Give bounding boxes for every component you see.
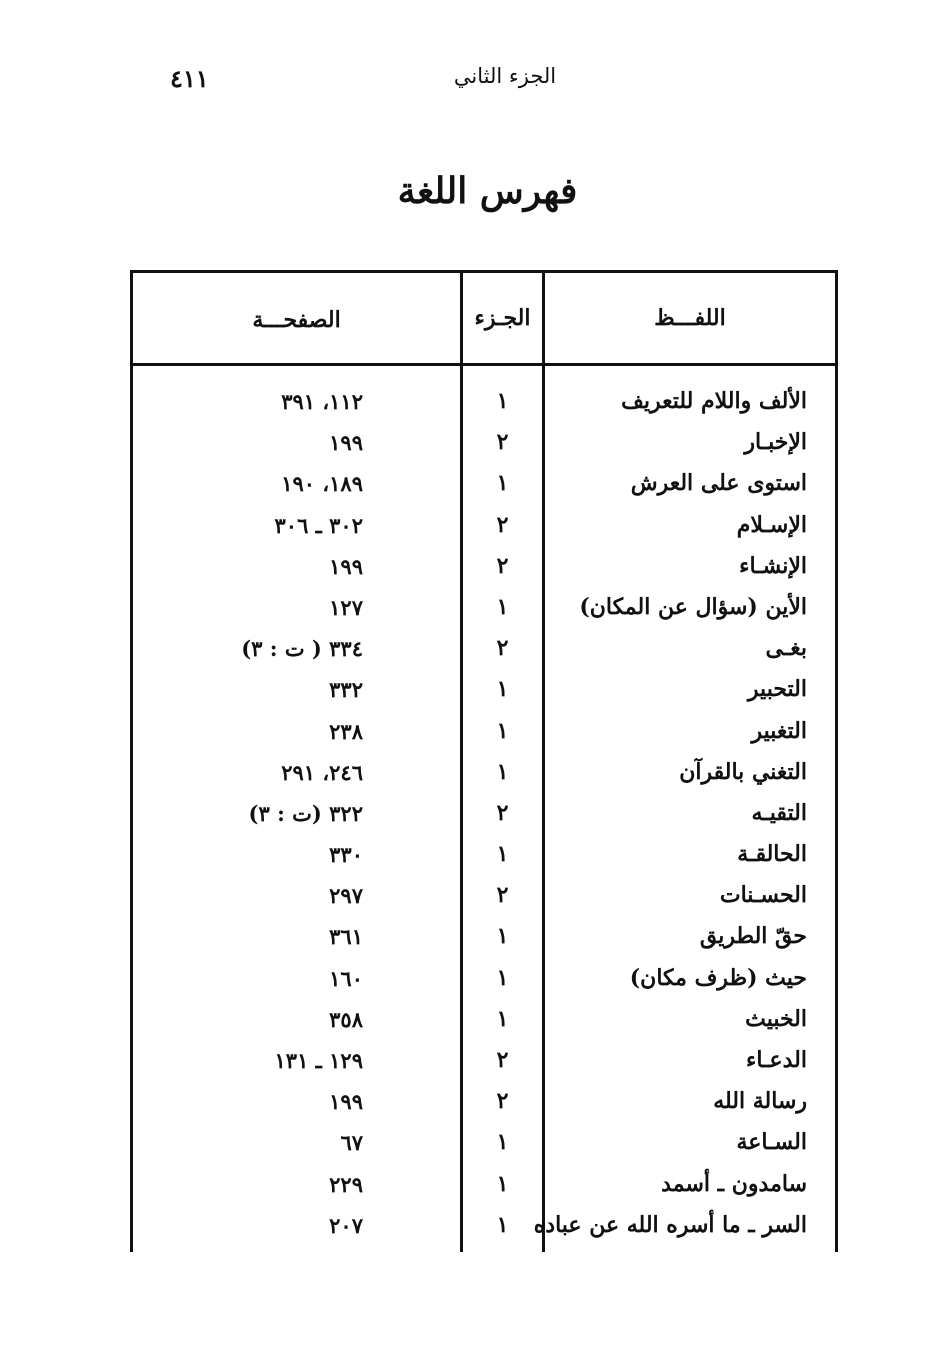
row-word: الإسـلام xyxy=(736,511,807,538)
row-volume: ١ xyxy=(496,964,509,991)
row-volume: ٢ xyxy=(496,552,509,579)
row-page: ١٢٧ xyxy=(329,594,363,620)
table-row xyxy=(133,752,835,793)
row-word: الخبيث xyxy=(745,1005,807,1032)
table-row xyxy=(133,916,835,957)
row-word: الإنشـاء xyxy=(739,552,807,579)
table-row xyxy=(133,1164,835,1205)
table-row xyxy=(133,1040,835,1081)
row-page: ٣٣٠ xyxy=(329,842,363,868)
row-word: الحسـنات xyxy=(719,882,807,909)
row-page: ٣٦١ xyxy=(329,924,363,950)
index-table xyxy=(130,270,838,1252)
row-word: حيث (ظرف مكان) xyxy=(629,964,807,991)
row-volume: ٢ xyxy=(496,799,509,826)
table-row xyxy=(133,1205,835,1246)
row-word: الإخبـار xyxy=(744,429,807,456)
row-volume: ١ xyxy=(496,1005,509,1032)
row-page: ١٩٩ xyxy=(329,430,363,456)
row-page: ٢٩٧ xyxy=(329,883,363,909)
row-page: ٦٧ xyxy=(340,1130,363,1156)
row-volume: ٢ xyxy=(496,429,509,456)
row-volume: ١ xyxy=(496,1170,509,1197)
row-volume: ٢ xyxy=(496,511,509,538)
table-row xyxy=(133,587,835,628)
row-page: ٣٢٢ (ت : ٣) xyxy=(248,800,363,826)
row-page: ٢٠٧ xyxy=(329,1212,363,1238)
row-volume: ١ xyxy=(496,1211,509,1238)
page-number: ٤١١ xyxy=(170,64,209,93)
row-word: السـاعة xyxy=(736,1129,807,1156)
row-word: سامدون ـ أسمد xyxy=(661,1170,807,1197)
row-volume: ١ xyxy=(496,717,509,744)
row-word: استوى على العرش xyxy=(630,470,807,497)
table-row xyxy=(133,669,835,710)
volume-label: الجزء الثاني xyxy=(453,64,557,88)
page-title: فهرس اللغة xyxy=(397,170,578,212)
row-word: التقيـه xyxy=(751,799,807,826)
row-volume: ٢ xyxy=(496,635,509,662)
row-page: ١٢٩ ـ ١٣١ xyxy=(274,1048,363,1073)
row-word: الألف واللام للتعريف xyxy=(621,388,807,414)
row-page: ٣٣٢ xyxy=(329,677,363,703)
row-word: التحبير xyxy=(747,676,807,703)
running-header xyxy=(0,62,942,96)
table-row xyxy=(133,546,835,587)
row-page: ٣٠٢ ـ ٣٠٦ xyxy=(274,512,363,538)
row-volume: ١ xyxy=(496,593,509,620)
column-header-word: اللفـــظ xyxy=(654,305,726,331)
table-row xyxy=(133,505,835,546)
header-divider xyxy=(133,363,835,366)
row-page: ١٩٩ xyxy=(329,1089,363,1115)
row-page: ١٨٩، ١٩٠ xyxy=(281,471,363,497)
table-row xyxy=(133,1081,835,1122)
column-header-volume: الجـزء xyxy=(474,305,531,331)
table-row xyxy=(133,711,835,752)
row-page: ٣٣٤ ( ت : ٣) xyxy=(241,636,363,662)
row-word: بغـى xyxy=(765,635,807,662)
row-word: الدعـاء xyxy=(746,1047,807,1073)
row-page: ٢٢٩ xyxy=(329,1171,363,1197)
row-word: السر ـ ما أسره الله عن عباده xyxy=(533,1211,807,1238)
row-volume: ١ xyxy=(496,388,509,414)
table-row xyxy=(133,999,835,1040)
row-page: ٣٥٨ xyxy=(329,1006,363,1032)
row-volume: ١ xyxy=(496,1129,509,1156)
table-row xyxy=(133,381,835,422)
row-volume: ١ xyxy=(496,470,509,497)
column-header-page: الصفحـــة xyxy=(252,307,341,333)
table-row xyxy=(133,958,835,999)
row-word: التغبير xyxy=(751,717,807,744)
row-volume: ١ xyxy=(496,676,509,703)
table-row xyxy=(133,793,835,834)
table-row xyxy=(133,1122,835,1163)
row-word: الحالقـة xyxy=(737,841,807,868)
row-volume: ٢ xyxy=(496,1088,509,1115)
row-word: حقّ الطريق xyxy=(699,923,807,950)
row-volume: ٢ xyxy=(496,882,509,909)
row-page: ٢٤٦، ٢٩١ xyxy=(281,759,363,785)
row-page: ١٦٠ xyxy=(329,965,363,991)
row-word: الأين (سؤال عن المكان) xyxy=(579,593,807,620)
table-body xyxy=(133,381,835,1246)
row-word: رسالة الله xyxy=(713,1088,807,1115)
row-page: ١٩٩ xyxy=(329,553,363,579)
row-page: ٢٣٨ xyxy=(329,718,363,744)
row-volume: ٢ xyxy=(496,1047,509,1073)
table-row xyxy=(133,834,835,875)
table-row xyxy=(133,463,835,504)
table-row xyxy=(133,628,835,669)
row-volume: ١ xyxy=(496,841,509,868)
row-page: ١١٢، ٣٩١ xyxy=(281,389,363,414)
table-row xyxy=(133,875,835,916)
row-word: التغني بالقرآن xyxy=(679,758,807,785)
row-volume: ١ xyxy=(496,923,509,950)
table-row xyxy=(133,422,835,463)
row-volume: ١ xyxy=(496,758,509,785)
